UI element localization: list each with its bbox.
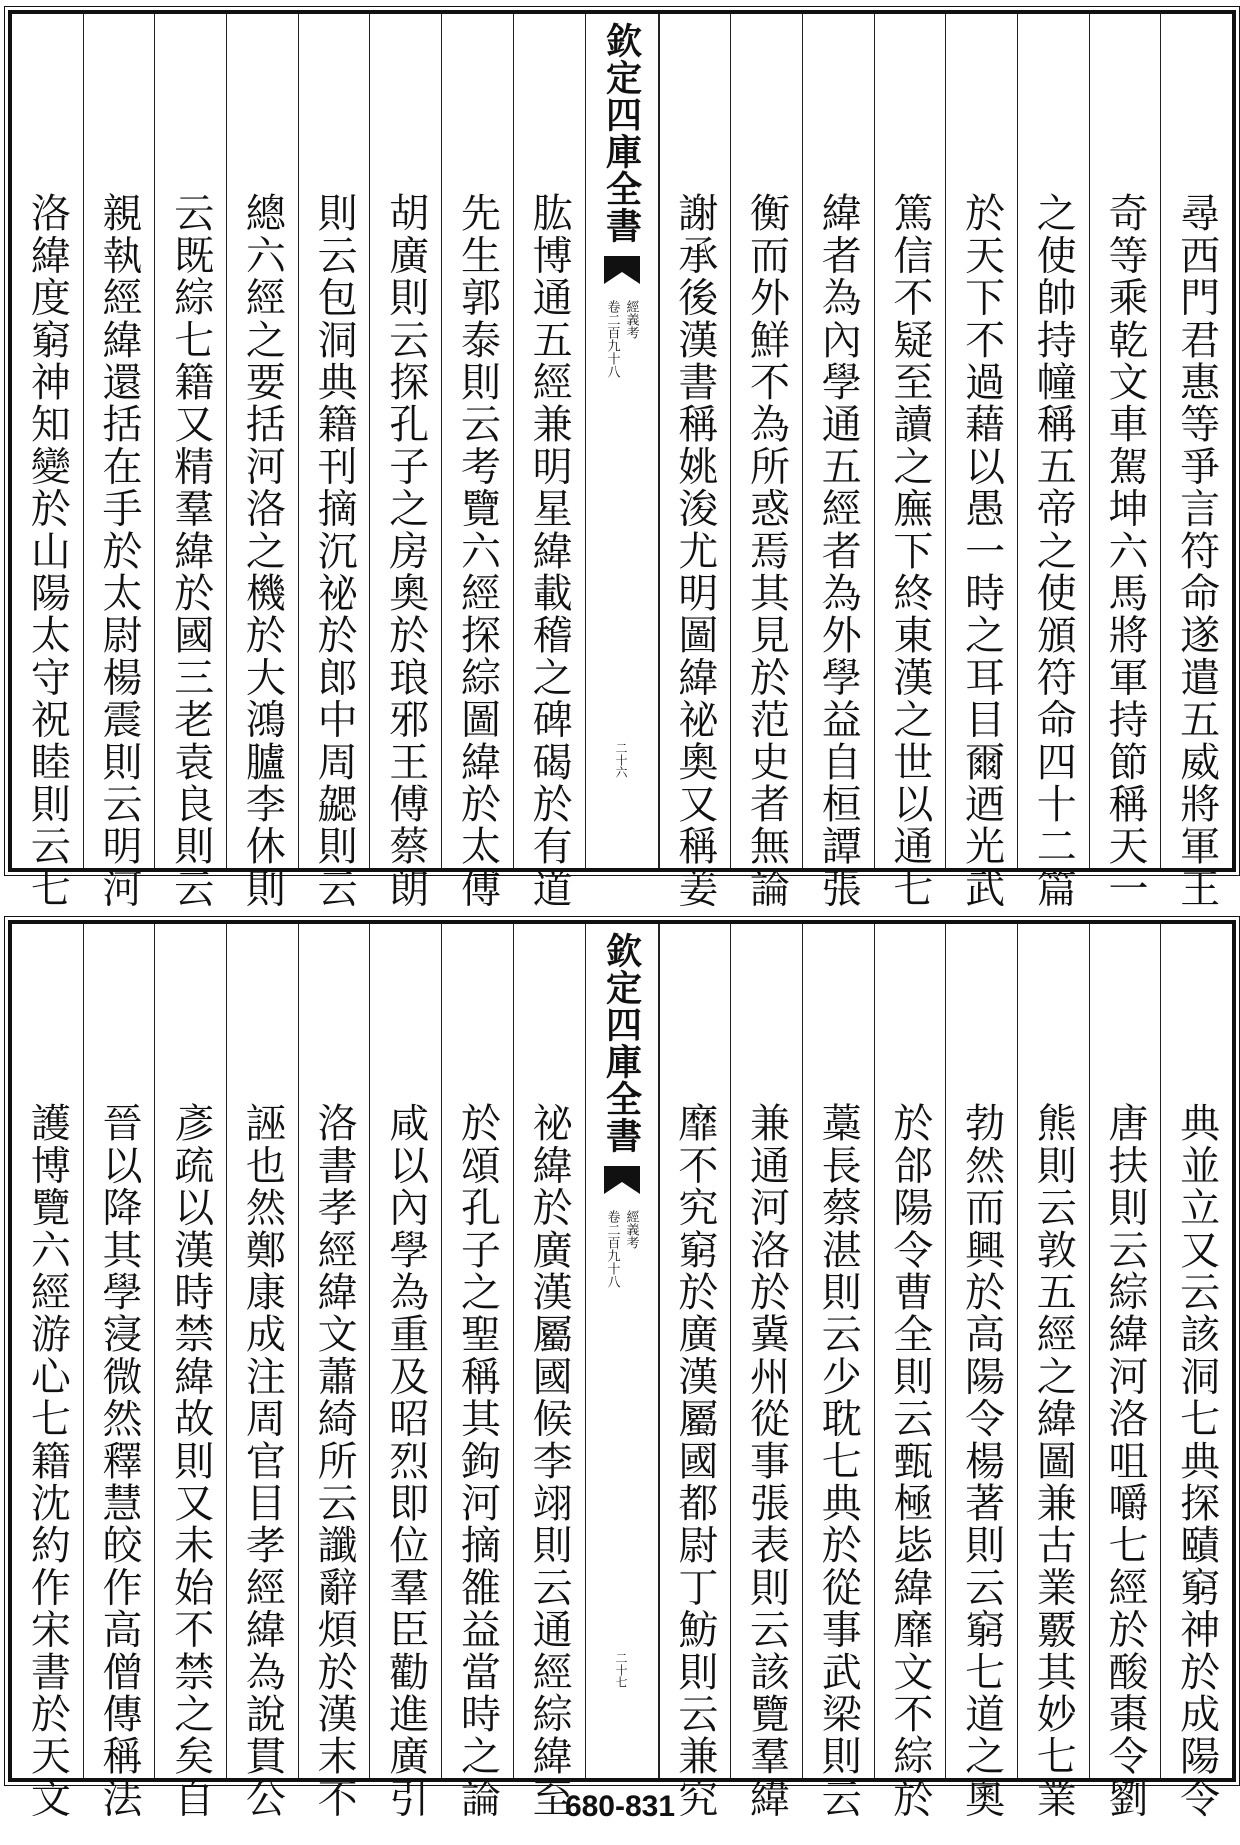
column-text: 護博覽六經游心七籍沈約作宋書於天文 [24,1102,71,1820]
column-text: 親執經緯還括在手於太尉楊震則云明河 [96,192,143,910]
text-column [298,924,370,1820]
text-column [441,924,513,1820]
column-text: 云既綜七籍又精羣緯於國三老袁良則云 [167,192,214,910]
text-column [154,14,226,910]
column-text: 彥疏以漢時禁緯故則又未始不禁之矣自 [167,1102,214,1820]
column-text: 謝承後漢書稱姚浚尤明圖緯祕奧又稱姜 [671,192,718,910]
center-fold-bottom [585,924,659,1778]
text-column [441,14,513,910]
text-column [513,14,585,910]
text-column [1089,14,1161,910]
page-number: 680-831 [564,1790,676,1823]
column-text: 肱博通五經兼明星緯載稽之碑碣於有道 [526,192,573,910]
text-column [154,924,226,1820]
column-text: 衡而外鮮不為所惑焉其見於范史者無論 [743,192,790,910]
column-text: 熊則云敦五經之緯圖兼古業覈其妙七業 [1030,1102,1077,1820]
column-text: 典並立又云該洞七典探賾窮神於成陽令 [1173,1102,1220,1820]
text-column [12,924,83,1820]
center-book-title: 欽定四庫全書 [600,22,643,244]
juan-number: 卷二百九十八 [604,300,620,378]
center-section-info [606,1210,638,1288]
column-text: 藁長蔡湛則云少耽七典於從事武梁則云 [815,1102,862,1820]
section-name: 經義考 [623,1210,639,1249]
leaf-number: 二十六 [614,742,628,778]
column-text: 晉以降其學寖微然釋慧皎作高僧傳稱法 [96,1102,143,1820]
text-column [945,924,1017,1820]
text-column [226,14,298,910]
text-column [1160,14,1232,910]
center-book-title: 欽定四庫全書 [600,932,643,1154]
text-column [83,924,155,1820]
juan-number: 卷二百九十八 [604,1210,620,1288]
fishtail-mark-icon [602,250,642,290]
text-column [83,14,155,910]
column-text: 之使帥持幢稱五帝之使頒符命四十二篇 [1030,192,1077,910]
fishtail-mark-icon [602,1160,642,1200]
column-text: 於頌孔子之聖稱其鉤河摘雒益當時之論 [454,1102,501,1820]
text-column [659,14,731,910]
column-text: 誣也然鄭康成注周官目孝經緯為說貫公 [239,1102,286,1820]
column-text: 總六經之要括河洛之機於大鴻臚李休則 [239,192,286,910]
column-text: 祕緯於廣漢屬國候李翊則云通經綜緯至 [526,1102,573,1820]
text-column [1089,924,1161,1820]
text-column [874,14,946,910]
column-text: 唐扶則云綜緯河洛咀嚼七經於酸棗令劉 [1101,1102,1148,1820]
section-name: 經義考 [623,300,639,339]
column-text: 緯者為內學通五經者為外學益自桓譚張 [815,192,862,910]
column-text: 勃然而興於高陽令楊著則云窮七道之奧 [958,1102,1005,1820]
text-column [802,14,874,910]
text-column [12,14,83,910]
column-text: 先生郭泰則云考覽六經探綜圖緯於太傅 [454,192,501,910]
column-text: 篤信不疑至讀之廡下終東漢之世以通七 [886,192,933,910]
center-fold-top [585,14,659,868]
column-text: 兼通河洛於冀州從事張表則云該覽羣緯 [743,1102,790,1820]
text-column [945,14,1017,910]
text-column [730,14,802,910]
text-column [1017,14,1089,910]
column-text: 於郃陽令曹全則云甄極毖緯靡文不綜於 [886,1102,933,1820]
column-text: 洛書孝經緯文蕭綺所云讖辭煩於漢末不 [311,1102,358,1820]
column-text: 胡廣則云探孔子之房奧於琅邪王傅蔡朗 [382,192,429,910]
leaf-number: 二十七 [614,1652,628,1688]
text-column [369,14,441,910]
column-text: 奇等乘乾文車駕坤六馬將軍持節稱天一 [1101,192,1148,910]
text-column [1017,924,1089,1820]
text-column [874,924,946,1820]
column-text: 咸以內學為重及昭烈即位羣臣勸進廣引 [382,1102,429,1820]
text-columns-top [12,14,1232,910]
text-column [659,924,731,1820]
column-text: 尋西門君惠等爭言符命遂遣五威將軍王 [1173,192,1220,910]
text-column [298,14,370,910]
page-frame-top [8,10,1236,910]
column-text: 則云包洞典籍刊摘沉祕於郎中周勰則云 [311,192,358,910]
center-section-info [606,300,638,378]
text-column [513,924,585,1820]
text-column [802,924,874,1820]
text-column [369,924,441,1820]
text-column [730,924,802,1820]
column-text: 於天下不過藉以愚一時之耳目爾迺光武 [958,192,1005,910]
text-column [1160,924,1232,1820]
column-text: 靡不究窮於廣漢屬國都尉丁魴則云兼究 [671,1102,718,1820]
column-text: 洛緯度窮神知變於山陽太守祝睦則云七 [24,192,71,910]
text-column [226,924,298,1820]
